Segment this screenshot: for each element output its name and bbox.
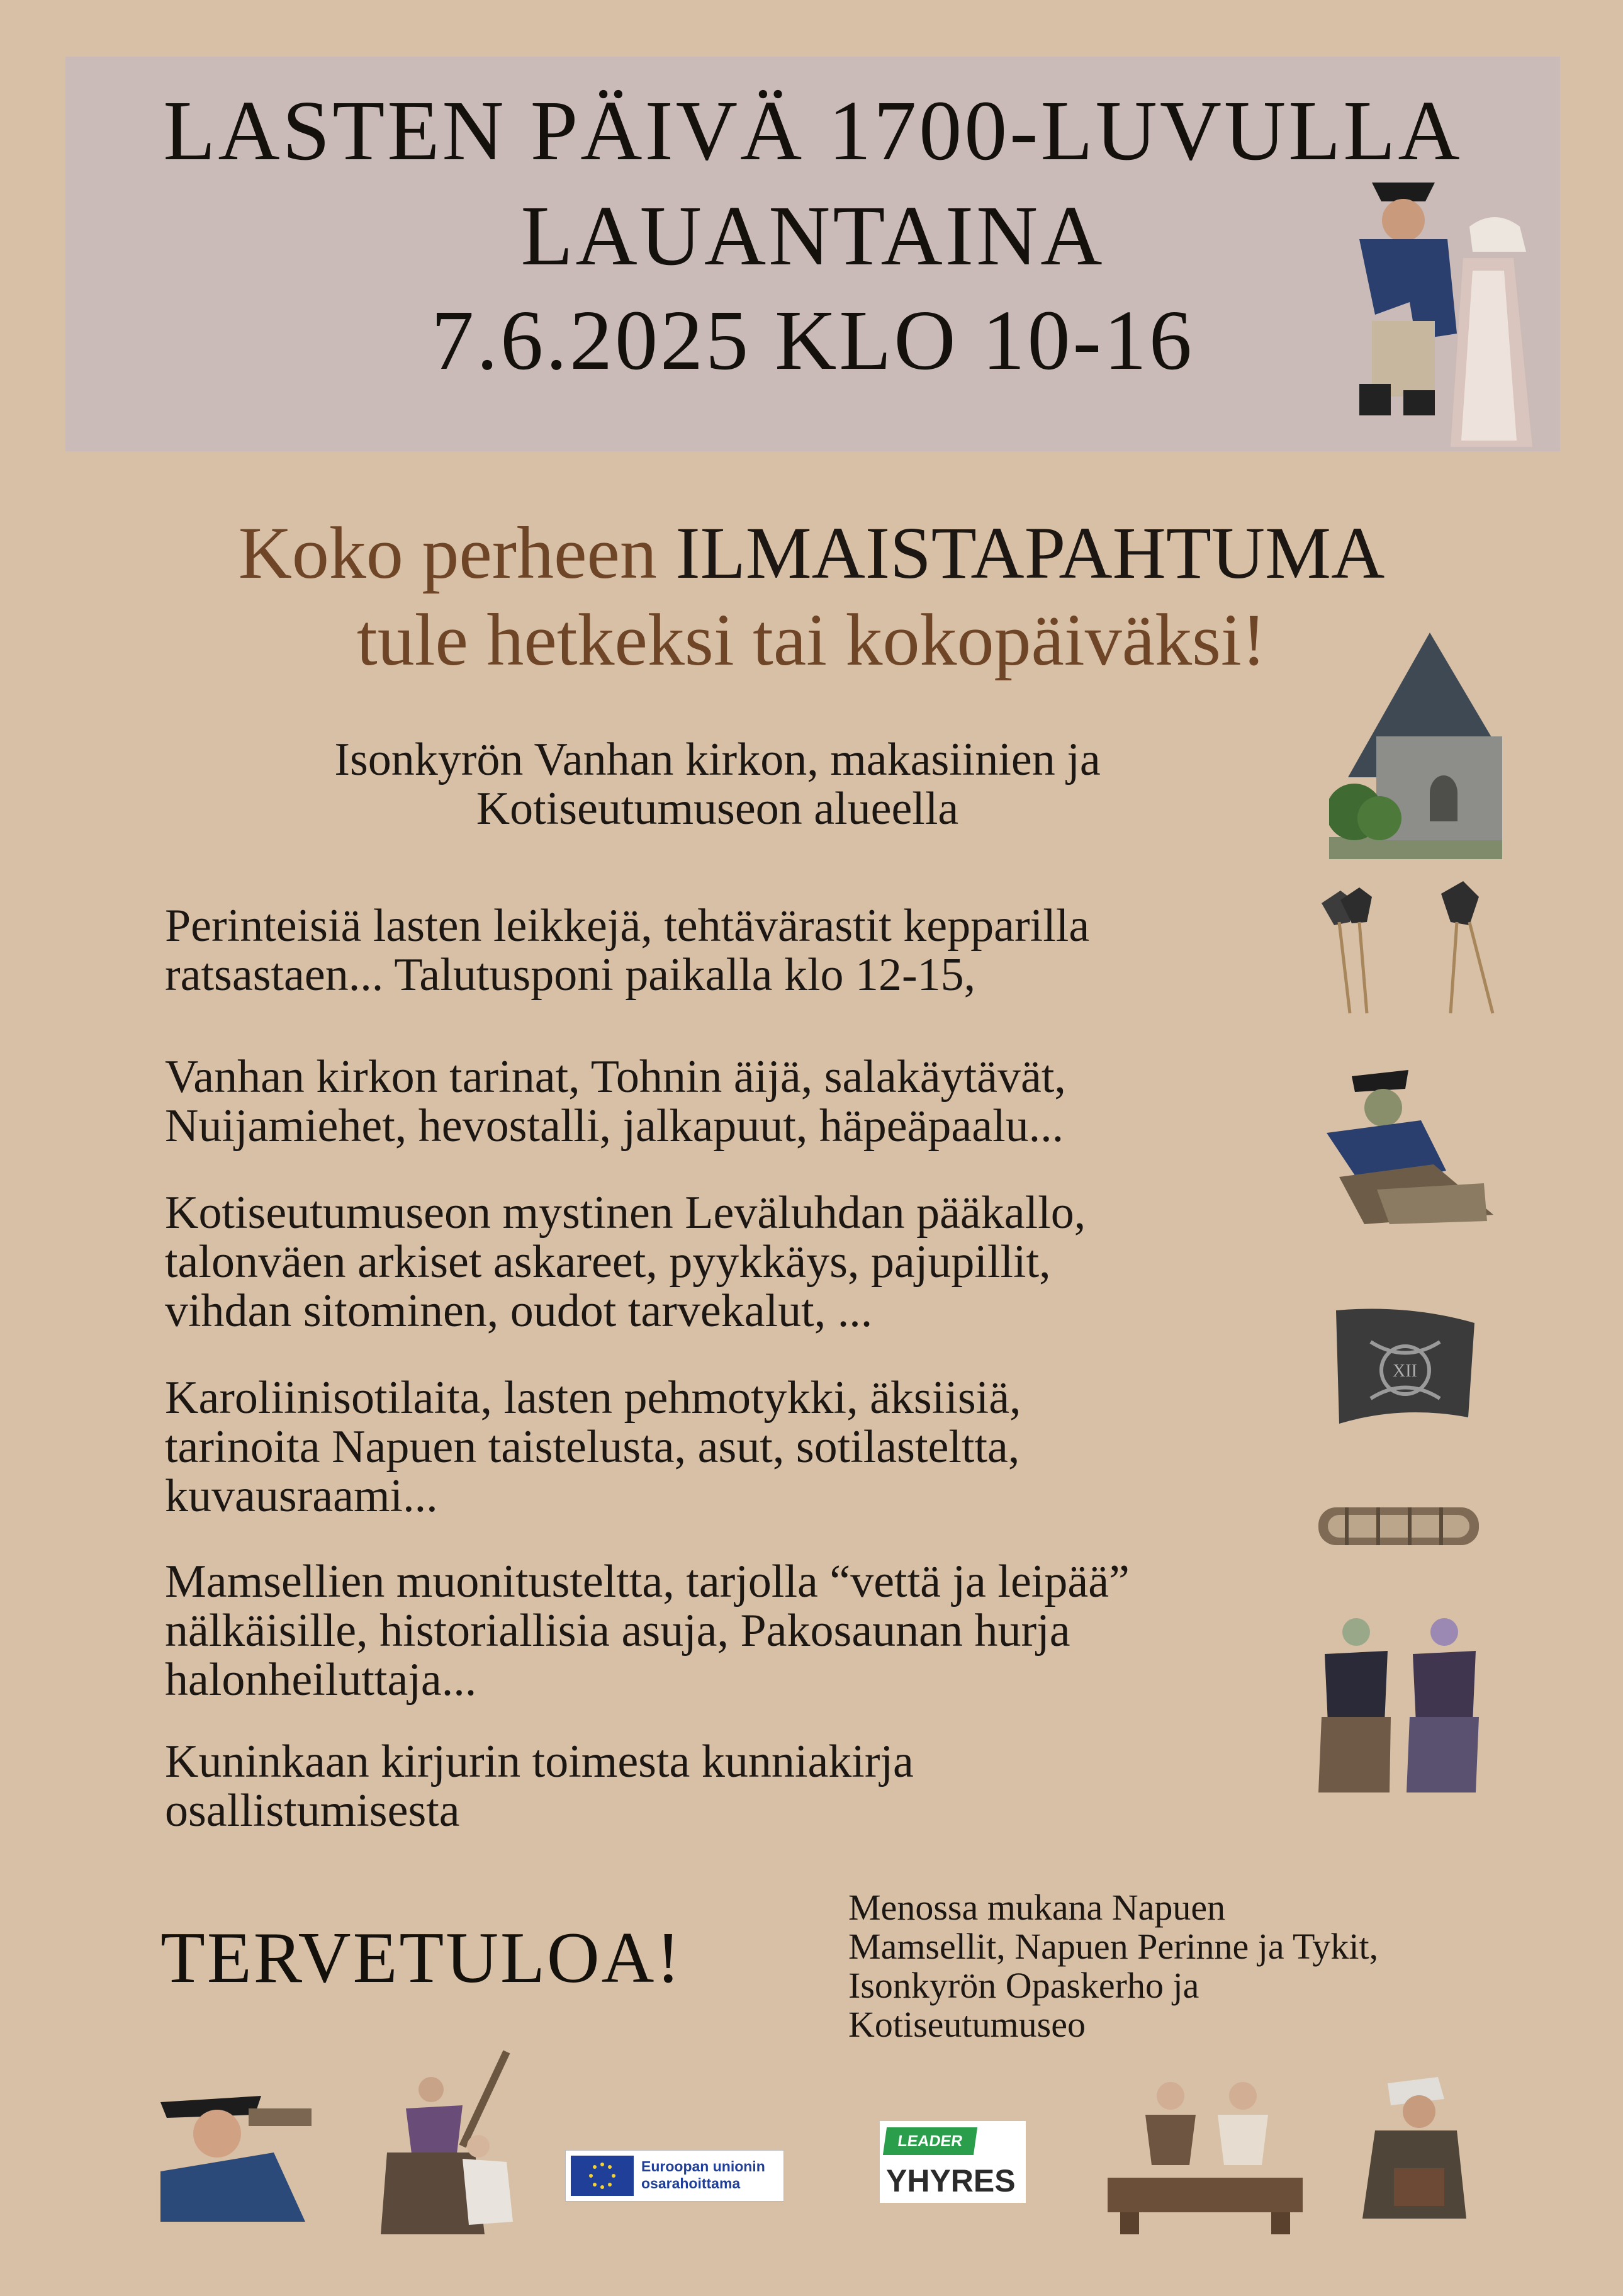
activity-certificate [165,1737,1329,1835]
credits-line: Kotiseutumuseo [848,2004,1086,2045]
musketeer-photo [160,2071,312,2222]
activity-line: osallistumisesta [165,1785,460,1837]
eu-line: Euroopan unionin [641,2158,765,2175]
bread-rings-photo [1315,1501,1482,1551]
hobby-horses-photo [1315,878,1498,1016]
leader-badge: LEADER [883,2127,977,2155]
svg-text:XII: XII [1393,1361,1417,1381]
activity-mamsellit [165,1557,1329,1704]
activity-line: halonheiluttaja... [165,1654,477,1706]
headline-free-event: ILMAISTAPAHTUMA [675,512,1385,594]
eu-flag-icon [571,2156,634,2196]
organizers-credits [848,1888,1541,2044]
activity-museum [165,1188,1329,1336]
credits-line: Mamsellit, Napuen Perinne ja Tykit, [848,1926,1379,1967]
activity-line: Perinteisiä lasten leikkejä, tehtävärastit kepparilla [165,900,1090,952]
eu-logo-text [641,2158,780,2192]
woman-with-musket-photo [368,2046,532,2234]
activity-line: Kuninkaan kirjurin toimesta kunniakirja [165,1736,914,1787]
leader-name: YHYRES [886,2163,1016,2198]
activity-line: talonväen arkiset askareet, pyykkäys, pajupillit, [165,1236,1051,1288]
activity-line: Karoliinisotilaita, lasten pehmotykki, äksiisiä, [165,1372,1021,1424]
pillory-women-photo [1108,2071,1303,2234]
activity-line: Vanhan kirkon tarinat, Tohnin äijä, salakäytävät, [165,1051,1066,1103]
credits-line: Menossa mukana Napuen [848,1887,1226,1928]
activity-line: ratsastaen... Talutusponi paikalla klo 12-15, [165,949,976,1001]
welcome-text: TERVETULOA! [160,1918,683,1998]
location-line2: Kotiseutumuseon alueella [476,783,959,835]
credits-line: Isonkyrön Opaskerho ja [848,1965,1199,2006]
event-title: LASTEN PÄIVÄ 1700-LUVULLA [163,84,1463,178]
eu-line: osarahoittama [641,2175,741,2192]
headline-subline: tule hetkeksi tai kokopäiväksi! [356,599,1267,681]
activity-line: Kotiseutumuseon mystinen Leväluhdan pääkallo, [165,1187,1086,1239]
activity-line: tarinoita Napuen taistelusta, asut, sotilasteltta, [165,1421,1020,1473]
two-women-photo [1315,1616,1482,1792]
activity-church-stories [165,1052,1329,1151]
activity-soldiers [165,1373,1329,1521]
leader-yhyres-logo [880,2121,1026,2203]
pillory-figure-photo [1327,1064,1493,1224]
carolean-flag-photo [1333,1304,1478,1424]
activity-line: kuvausraami... [165,1470,438,1522]
headline [0,512,1623,594]
activity-line: vihdan sitominen, oudot tarvekalut, ... [165,1285,873,1337]
event-day: LAUANTAINA [520,189,1105,283]
headline-prefix: Koko perheen [238,512,676,594]
activity-line: Mamsellien muonitusteltta, tarjolla “vettä ja leipää” [165,1556,1130,1607]
eu-cofunded-logo [565,2150,784,2202]
event-date-time: 7.6.2025 KLO 10-16 [431,293,1194,388]
location-line1: Isonkyrön Vanhan kirkon, makasiinien ja [334,734,1101,785]
activity-line: nälkäisille, historiallisia asuja, Pakosaunan hurja [165,1605,1070,1657]
activity-line: Nuijamiehet, hevostalli, jalkapuut, häpeäpaalu... [165,1100,1064,1152]
laundry-woman-photo [1362,2074,1466,2219]
activity-games [165,901,1329,999]
old-church-photo [1329,629,1502,859]
soldier-and-girl-photo [1315,176,1548,453]
